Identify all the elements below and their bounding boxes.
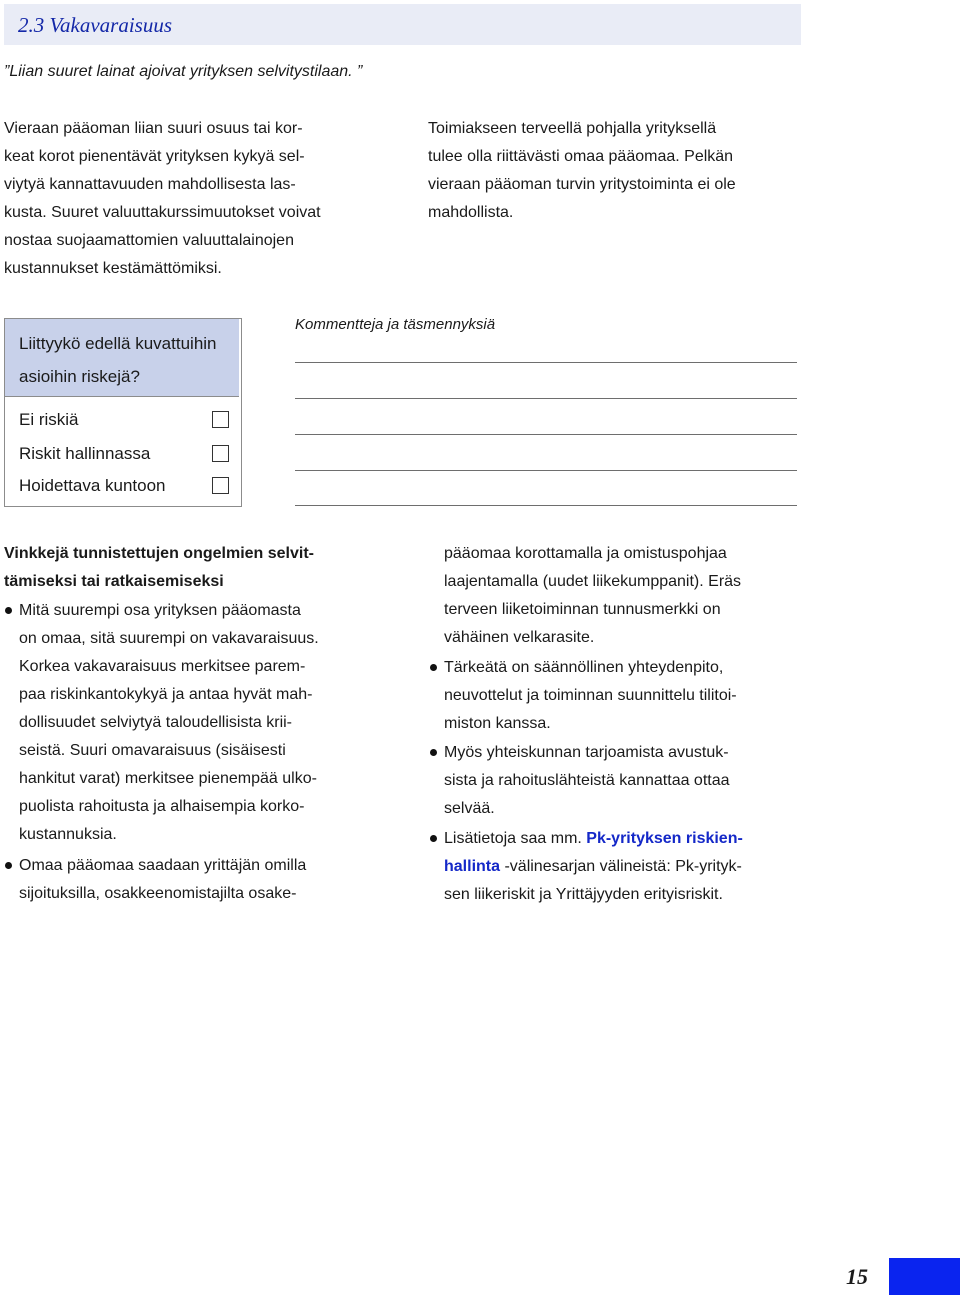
comment-line[interactable] [295,398,797,399]
text-line: kusta. Suuret valuuttakurssimuutokset voivat [4,204,321,221]
text-line: nostaa suojaamattomien valuuttalainojen [4,232,294,249]
text-line: miston kanssa. [444,715,551,732]
checkbox-needs-fixing[interactable] [212,477,229,494]
checkbox-no-risk[interactable] [212,411,229,428]
risk-question-line1: Liittyykö edellä kuvattuihin [19,334,217,353]
text-line: sen liikeriskit ja Yrittäjyyden erityisriskit. [444,886,723,903]
comments-title: Kommentteja ja täsmennyksiä [295,316,496,333]
text-line: mahdollista. [428,204,514,221]
risk-management-link[interactable]: hallinta [444,858,501,875]
text-segment: -välinesarjan välineistä: Pk-yrityk- [500,858,742,875]
bullet-dot [5,607,12,614]
text-line: laajentamalla (uudet liikekumppanit). Eräs [444,573,742,590]
text-line: hankitut varat) merkitsee pienempää ulko- [19,770,317,787]
text-line: terveen liiketoiminnan tunnusmerkki on [444,601,721,618]
text-line: on omaa, sitä suurempi on vakavaraisuus. [19,630,319,647]
text-line: tulee olla riittävästi omaa pääomaa. Pelkän [428,148,734,165]
option-label-needs-fixing: Hoidettava kuntoon [19,476,166,495]
tips-title [4,540,314,596]
section-title: 2.3 Vakavaraisuus [18,13,172,37]
text-line: seistä. Suuri omavaraisuus (sisäisesti [19,742,286,759]
text-line: Vieraan pääoman liian suuri osuus tai kor- [4,120,303,137]
text-line: paa riskinkantokykyä ja antaa hyvät mah- [19,686,313,703]
comment-line[interactable] [295,470,797,471]
text-line: Tärkeätä on säännöllinen yhteydenpito, [444,659,724,676]
comment-line[interactable] [295,362,797,363]
tip-bullet-equity [19,852,306,908]
text-line: kustannuksia. [19,826,117,843]
tips-title-line: Vinkkejä tunnistettujen ongelmien selvit- [4,545,314,562]
tip-bullet-accounting [444,654,737,738]
intro-quote: ”Liian suuret lainat ajoivat yrityksen selvitystilaan. ” [4,63,363,80]
bullet-dot [430,664,437,671]
tip-bullet-subsidies [444,739,730,823]
text-line: Mitä suurempi osa yrityksen pääomasta [19,602,301,619]
text-line: selvää. [444,800,495,817]
bullet-dot [430,749,437,756]
text-line: keat korot pienentävät yrityksen kykyä sel- [4,148,305,165]
text-line: kustannukset kestämättömiksi. [4,260,222,277]
text-segment: Lisätietoja saa mm. [444,830,587,847]
text-line: dollisuudet selviytyä taloudellisista krii- [19,714,293,731]
tip-bullet-more-info [444,825,743,909]
bullet-dot [430,835,437,842]
text-line [444,825,743,853]
intro-right-paragraph [428,115,736,227]
text-line: pääomaa korottamalla ja omistuspohjaa [444,545,727,562]
tip-bullet-self-capital [19,597,319,849]
page-marker-block [889,1258,960,1295]
intro-left-paragraph [4,115,321,283]
text-line [444,853,743,881]
tip-continuation [444,540,741,652]
text-line: sijoituksilla, osakkeenomistajilta osake- [19,885,297,902]
option-label-risks-managed: Riskit hallinnassa [19,444,151,463]
checkbox-risks-managed[interactable] [212,445,229,462]
comment-line[interactable] [295,505,797,506]
option-label-no-risk: Ei riskiä [19,410,79,429]
risk-question-line2: asioihin riskejä? [19,367,140,386]
risk-management-link[interactable]: Pk-yrityksen riskien- [586,830,743,847]
comment-line[interactable] [295,434,797,435]
text-line: vähäinen velkarasite. [444,629,595,646]
text-line: Toimiakseen terveellä pohjalla yrityksellä [428,120,717,137]
text-line: sista ja rahoituslähteistä kannattaa ottaa [444,772,730,789]
text-line: neuvottelut ja toiminnan suunnittelu tilitoi- [444,687,737,704]
tips-title-line: tämiseksi tai ratkaisemiseksi [4,573,224,590]
text-line: puolista rahoitusta ja alhaisempia korko- [19,798,305,815]
text-line: Myös yhteiskunnan tarjoamista avustuk- [444,744,729,761]
bullet-dot [5,862,12,869]
text-line: vieraan pääoman turvin yritystoiminta ei ole [428,176,736,193]
text-line: Korkea vakavaraisuus merkitsee parem- [19,658,306,675]
text-line: viytyä kannattavuuden mahdollisesta las- [4,176,296,193]
page-number: 15 [846,1264,868,1289]
text-line: Omaa pääomaa saadaan yrittäjän omilla [19,857,307,874]
